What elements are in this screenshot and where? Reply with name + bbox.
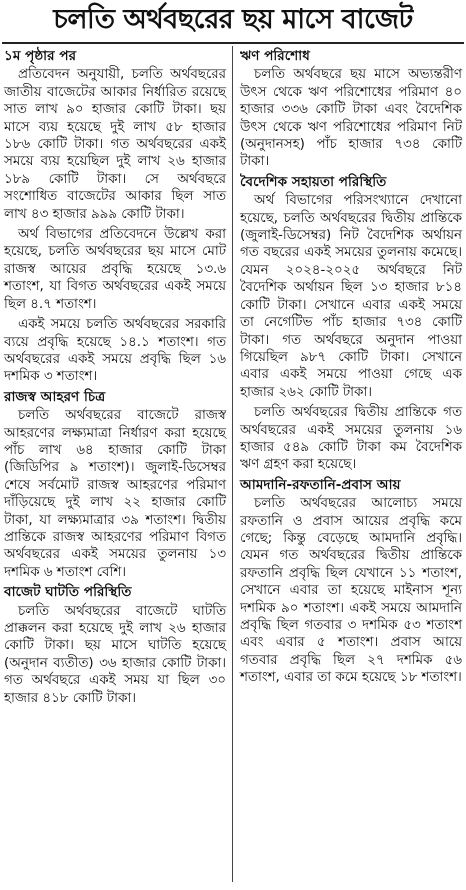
subheading-aid: বৈদেশিক সহায়তা পরিস্থিতি (240, 173, 387, 190)
paragraph: চলতি অর্থবছরে ছয় মাসে অভ্যন্তরীণ উৎস থেকে ঋণ পরিশোধের পরিমাণ ৪০ হাজার ৩৩৬ কোটি টাকা এবং বৈদেশিক উৎস থেকে ঋণ পরিশোধের পরিমাণ নিট (অনুদানসহ) পাঁচ হাজার ৭৩৪ কোটি টাকা। (240, 67, 462, 170)
paragraph: চলতি অর্থবছরের দ্বিতীয় প্রান্তিকে গত অর্থবছরের একই সময়ের তুলনায় ১৬ হাজার ৫৪৯ কোটি টাকা কম বৈদেশিক ঋণ গ্রহণ করা হয়েছে। (240, 405, 462, 473)
column-divider (232, 46, 233, 882)
subheading-revenue: রাজস্ব আহরণ চিত্র (4, 388, 106, 405)
subheading-deficit: বাজেট ঘাটতি পরিস্থিতি (4, 584, 132, 601)
left-column (4, 46, 226, 710)
subheading-debt: ঋণ পরিশোধ (240, 48, 310, 64)
paragraph: অর্থ বিভাগের প্রতিবেদনে উল্লেখ করা হয়েছে, চলতি অর্থবছরের ছয় মাসে মোট রাজস্ব আয়ের প্রবৃদ্ধি হয়েছে ১৩.৬ শতাংশ, যা বিগত অর্থবছরের একই সময়ে ছিল ৪.৭ শতাংশ। (4, 227, 226, 312)
paragraph: একই সময়ে চলতি অর্থবছরের সরকারি ব্যয়ে প্রবৃদ্ধি হয়েছে ১৪.১ শতাংশ। গত অর্থবছরের একই সময়ে প্রবৃদ্ধি ছিল ১৬ দশমিক ৩ শতাংশ। (4, 317, 226, 385)
paragraph: প্রতিবেদন অনুযায়ী, চলতি অর্থবছরের জাতীয় বাজেটের আকার নির্ধারিত রয়েছে সাত লাখ ৯০ হাজার কোটি টাকা। ছয় মাসে ব্যয় হয়েছে দুই লাখ ৫৮ হাজার ১৮৬ কোটি টাকা। গত অর্থবছরের একই সময়ে ব্যয় হয়েছিল দুই লাখ ২৬ হাজার ১৮৯ কোটি টাকা। সে অর্থবছরে সংশোধিত বাজেটের আকার ছিল সাত লাখ ৪৩ হাজার ৯৯৯ কোটি টাকা। (4, 67, 226, 222)
continued-label: ১ম পৃষ্ঠার পর (4, 48, 77, 64)
paragraph: অর্থ বিভাগের পরিসংখ্যানে দেখানো হয়েছে, চলতি অর্থবছরের দ্বিতীয় প্রান্তিকে (জুলাই-ডিসেম্বর) নিট বৈদেশিক অর্থায়ন গত বছরের একই সময়ের তুলনায় কমেছে। যেমন ২০২৪-২০২৫ অর্থবছরে নিট বৈদেশিক অর্থায়ন ছিল ১৩ হাজার ৮১৪ কোটি টাকা। সেখানে এবার একই সময়ে তা নেগেটিভ পাঁচ হাজার ৭৩৪ কোটি টাকা। গত অর্থবছরে অনুদান পাওয়া গিয়েছিল ৯৮৭ কোটি টাকা। সেখানে এবার একই সময়ে পাওয়া গেছে এক হাজার ২৬২ কোটি টাকা। (240, 193, 462, 400)
paragraph: চলতি অর্থবছরের আলোচ্য সময়ে রফতানি ও প্রবাস আয়ের প্রবৃদ্ধি কমে গেছে; কিন্তু বেড়েছে আমদানি প্রবৃদ্ধি। যেমন গত অর্থবছরের দ্বিতীয় প্রান্তিকে রফতানি প্রবৃদ্ধি ছিল যেখানে ১১ শতাংশ, সেখানে এবার তা হয়েছে মাইনাস শূন্য দশমিক ৯০ শতাংশ। একই সময়ে আমদানি প্রবৃদ্ধি ছিল গতবার ৩ দশমিক ৫৩ শতাংশ এবং এবার ৫ শতাংশ। প্রবাস আয়ে গতবার প্রবৃদ্ধি ছিল ২৭ দশমিক ৫৬ শতাংশ, এবার তা কমে হয়েছে ১৮ শতাংশ। (240, 496, 462, 686)
right-column (240, 46, 462, 690)
paragraph: চলতি অর্থবছরের বাজেটে ঘাটতি প্রাক্কলন করা হয়েছে দুই লাখ ২৬ হাজার কোটি টাকা। ছয় মাসে ঘাটতি হয়েছে (অনুদান ব্যতীত) ৩৬ হাজার কোটি টাকা। গত অর্থবছরে একই সময় যা ছিল ৩০ হাজার ৪১৮ কোটি টাকা। (4, 603, 226, 706)
headline: চলতি অর্থবছরের ছয় মাসে বাজেট (53, 4, 413, 35)
subheading-trade: আমদানি-রফতানি-প্রবাস আয় (240, 476, 401, 493)
headline-rule (2, 42, 464, 44)
paragraph: চলতি অর্থবছরের বাজেটে রাজস্ব আহরণের লক্ষ্যমাত্রা নির্ধারণ করা হয়েছে পাঁচ লাখ ৬৪ হাজার কোটি টাকা (জিডিপির ৯ শতাংশ)। জুলাই-ডিসেম্বর শেষে সর্বমোট রাজস্ব আহরণের পরিমাণ দাঁড়িয়েছে দুই লাখ ২২ হাজার কোটি টাকা, যা লক্ষ্যমাত্রার ৩৯ শতাংশ। দ্বিতীয় প্রান্তিকে রাজস্ব আহরণের পরিমাণ বিগত অর্থবছরের একই সময়ের তুলনায় ১৩ দশমিক ৬ শতাংশ বেশি। (4, 408, 226, 580)
